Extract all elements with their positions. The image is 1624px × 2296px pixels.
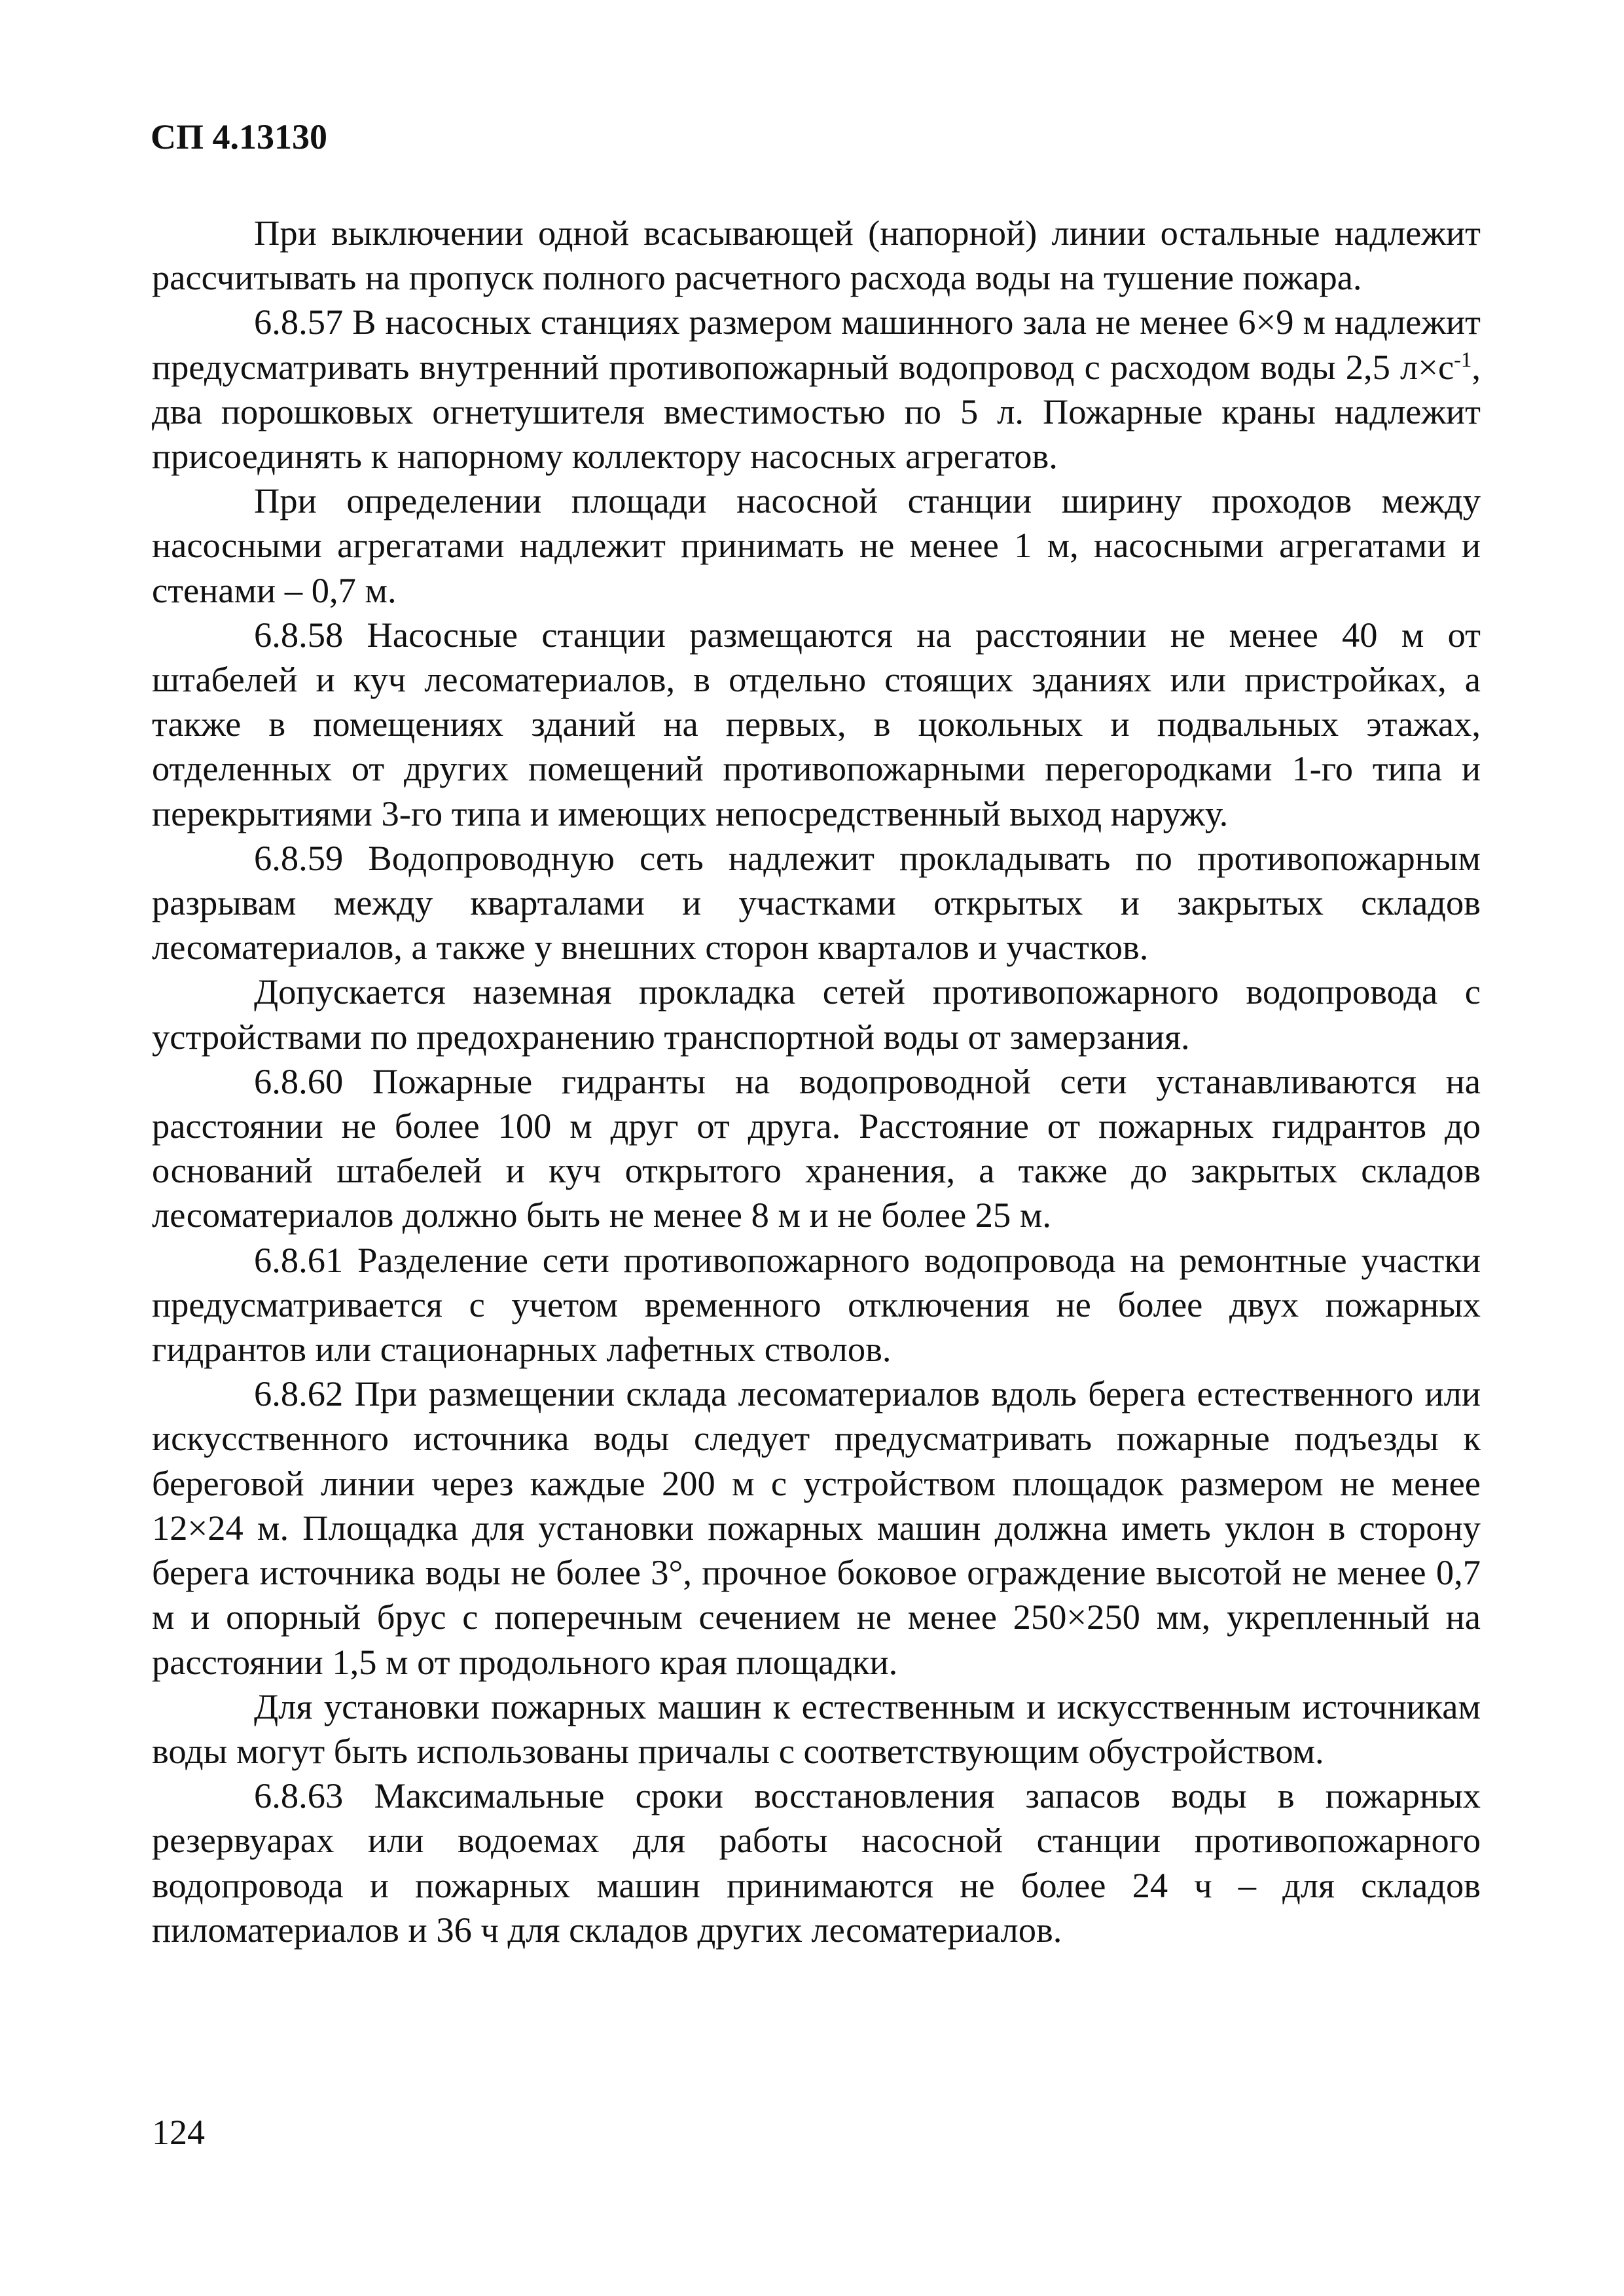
paragraph-6-8-61: 6.8.61 Разделение сети противопожарного водопровода на ремонтные участки предусматривается с учетом временного отключения не более двух пожарных гидрантов или стационарных лафетных стволов. (152, 1239, 1481, 1370)
paragraph-6-8-58: 6.8.58 Насосные станции размещаются на расстоянии не менее 40 м от штабелей и куч лесоматериалов, в отдельно стоящих зданиях или пристройках, а также в помещениях зданий на первых, в цокольных и подвальных этажах, отделенных от других помещений противопожарными перегородками 1-го типа и перекрытиями 3-го типа и имеющих непосредственный выход наружу. (152, 614, 1481, 833)
paragraph: Допускается наземная прокладка сетей противопожарного водопровода с устройствами по предохранению транспортной воды от замерзания. (152, 972, 1481, 1057)
paragraph: При определении площади насосной станции ширину проходов между насосными агрегатами надлежит принимать не менее 1 м, насосными агрегатами и стенами – 0,7 м. (152, 481, 1481, 610)
paragraph-6-8-59: 6.8.59 Водопроводную сеть надлежит прокладывать по противопожарным разрывам между кварталами и участками открытых и закрытых складов лесоматериалов, а также у внешних сторон кварталов и участков. (152, 837, 1481, 968)
paragraph: При выключении одной всасывающей (напорной) линии остальные надлежит рассчитывать на пропуск полного расчетного расхода воды на тушение пожара. (152, 213, 1481, 298)
paragraph-6-8-57 (152, 300, 1481, 479)
paragraph-6-8-60: 6.8.60 Пожарные гидранты на водопроводной сети устанавливаются на расстоянии не более 100 м друг от друга. Расстояние от пожарных гидрантов до оснований штабелей и куч открытого хранения, а также до закрытых складов лесоматериалов должно быть не менее 8 м и не более 25 м. (152, 1061, 1481, 1235)
superscript-exponent: -1 (1454, 348, 1472, 372)
paragraph: Для установки пожарных машин к естественным и искусственным источникам воды могут быть использованы причалы с соответствующим обустройством. (152, 1686, 1481, 1771)
document-body (152, 211, 1481, 1952)
paragraph-6-8-63: 6.8.63 Максимальные сроки восстановления запасов воды в пожарных резервуарах или водоемах для работы насосной станции противопожарного водопровода и пожарных машин принимаются не более 24 ч – для складов пиломатериалов и 36 ч для складов других лесоматериалов. (152, 1776, 1481, 1950)
paragraph-text: 6.8.57 В насосных станциях размером машинного зала не менее 6×9 м надлежит предусматривать внутренний противопожарный водопровод с расходом воды 2,5 л×с (152, 302, 1481, 387)
document-code-header: СП 4.13130 (151, 117, 327, 156)
page-number: 124 (152, 2113, 205, 2152)
paragraph-6-8-62: 6.8.62 При размещении склада лесоматериалов вдоль берега естественного или искусственного источника воды следует предусматривать пожарные подъезды к береговой линии через каждые 200 м с устройством площадок размером не менее 12×24 м. Площадка для установки пожарных машин должна иметь уклон в сторону берега источника воды не более 3°, прочное боковое ограждение высотой не менее 0,7 м и опорный брус с поперечным сечением не менее 250×250 мм, укрепленный на расстоянии 1,5 м от продольного края площадки. (152, 1374, 1481, 1682)
paragraph-text: , два порошковых огнетушителя вместимостью по 5 л. Пожарные краны надлежит присоединять к напорному коллектору насосных агрегатов. (152, 346, 1481, 477)
